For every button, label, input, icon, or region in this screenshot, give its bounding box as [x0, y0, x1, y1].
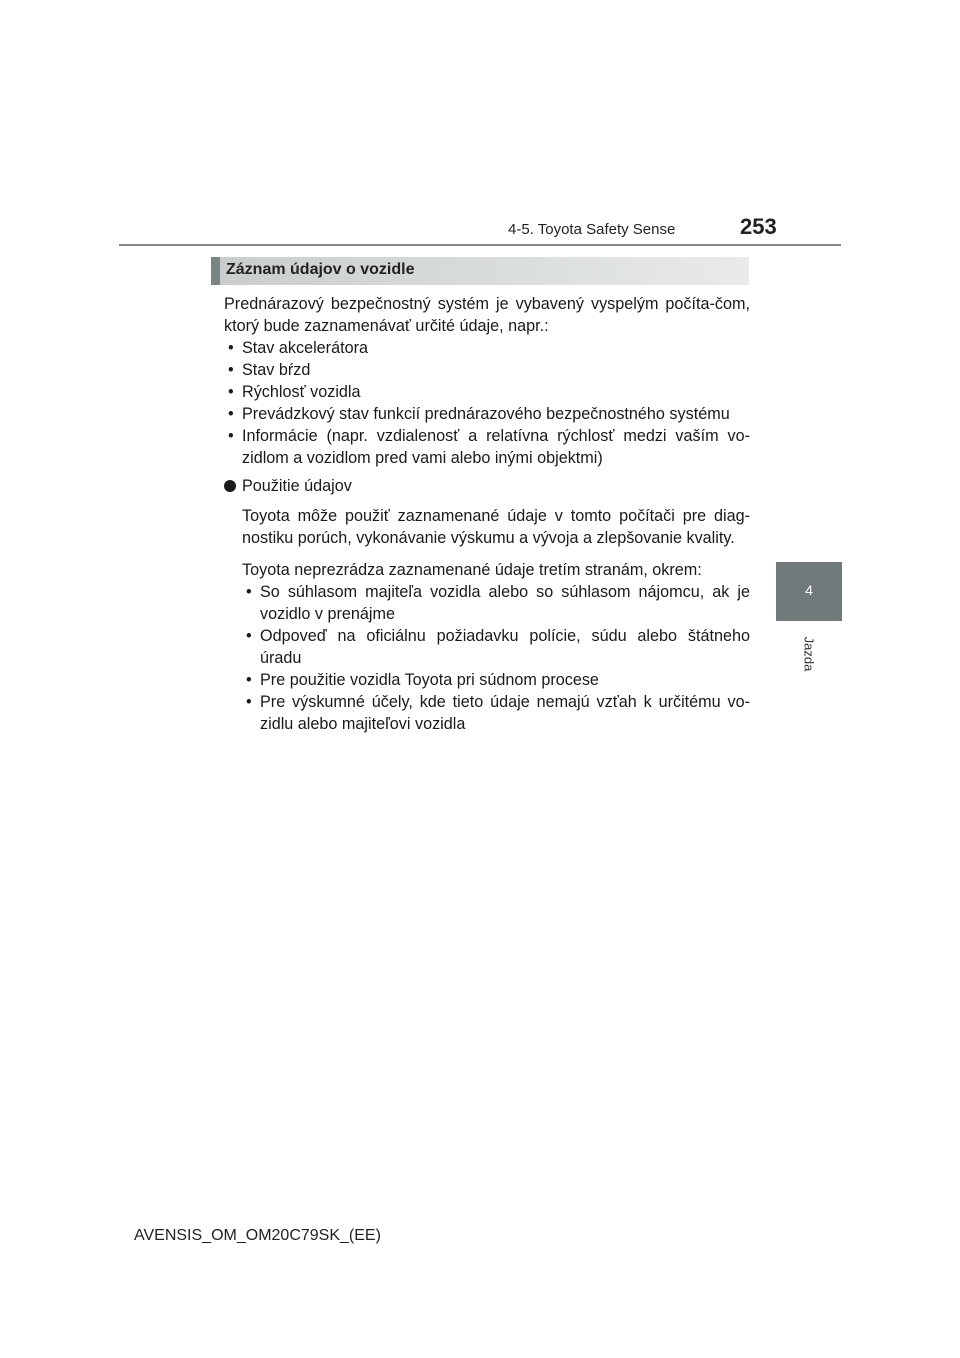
document-code: AVENSIS_OM_OM20C79SK_(EE) [134, 1227, 381, 1244]
page-number: 253 [740, 214, 777, 239]
usage-heading [224, 475, 750, 497]
usage-paragraph-1: Toyota môže použiť zaznamenané údaje v tomto počítači pre diag-nostiku porúch, vykonávanie výskumu a vývoja a zlepšovanie kvality. [242, 507, 750, 547]
usage-paragraph-2: Toyota neprezrádza zaznamenané údaje tretím stranám, okrem: [242, 561, 702, 579]
usage-heading-text: Použitie údajov [242, 477, 352, 495]
usage-content [224, 505, 750, 735]
disclosure-exceptions-list [242, 581, 750, 735]
intro-paragraph: Prednárazový bezpečnostný systém je vybavený vyspelým počíta-čom, ktorý bude zaznamenávať určité údaje, napr.: [224, 295, 750, 335]
list-item: • Stav akcelerátora [224, 337, 750, 359]
chapter-label-text: Jazda [801, 636, 817, 672]
section-title-bar [211, 257, 749, 285]
recorded-data-list [224, 337, 750, 469]
list-item: • Prevádzkový stav funkcií prednárazového bezpečnostného systému [224, 403, 750, 425]
list-item: • So súhlasom majiteľa vozidla alebo so súhlasom nájomcu, ak je vozidlo v prenájme [242, 581, 750, 625]
section-title: Záznam údajov o vozidle [226, 261, 415, 278]
header-divider [119, 244, 841, 246]
list-item: • Informácie (napr. vzdialenosť a relatívna rýchlosť medzi vaším vo-zidlom a vozidlom pred vami alebo inými objektmi) [224, 425, 750, 469]
filled-circle-icon [224, 480, 236, 492]
list-item: • Rýchlosť vozidla [224, 381, 750, 403]
list-item: • Stav bŕzd [224, 359, 750, 381]
running-header-section: 4-5. Toyota Safety Sense [508, 221, 676, 238]
chapter-tab [776, 562, 842, 621]
list-item: • Pre použitie vozidla Toyota pri súdnom procese [242, 669, 750, 691]
list-item: • Pre výskumné účely, kde tieto údaje nemajú vzťah k určitému vo-zidlu alebo majiteľovi vozidla [242, 691, 750, 735]
section-content [224, 293, 750, 735]
chapter-label [797, 632, 821, 676]
list-item: • Odpoveď na oficiálnu požiadavku polície, súdu alebo štátneho úradu [242, 625, 750, 669]
chapter-number: 4 [805, 582, 813, 598]
